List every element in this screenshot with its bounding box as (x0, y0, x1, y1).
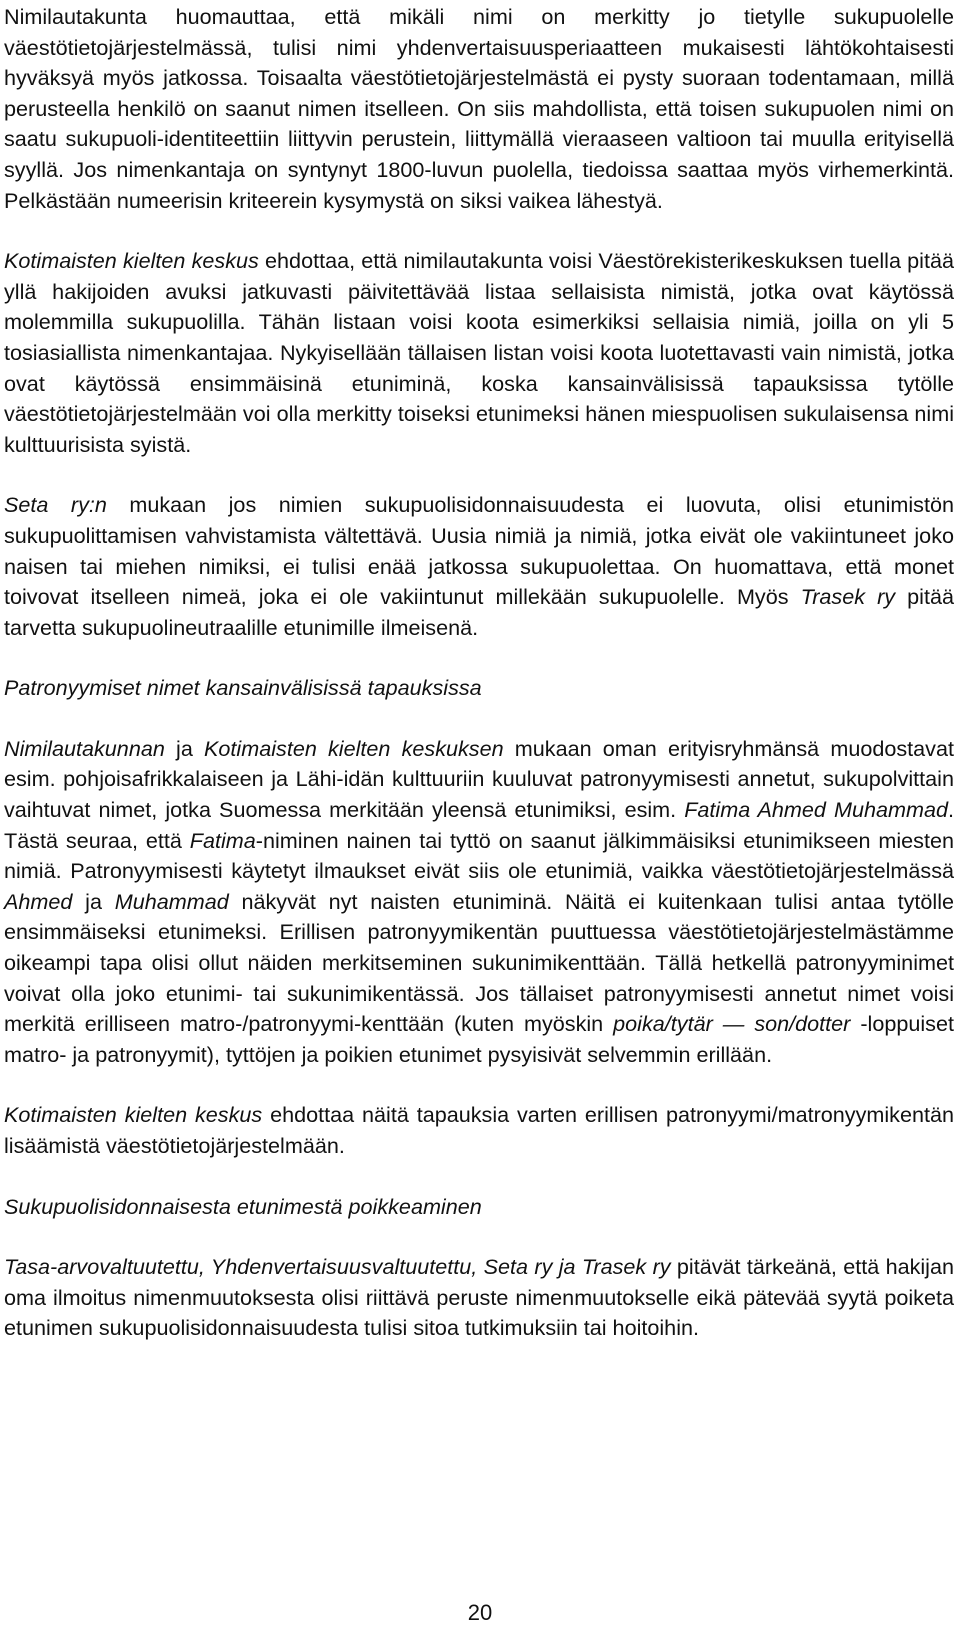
section-heading-gender-deviation: Sukupuolisidonnaisesta etunimestä poikkeaminen (4, 1193, 482, 1219)
italic-example-name: Fatima (189, 827, 256, 853)
italic-organization-name: Nimilautakunnan (4, 735, 165, 761)
italic-organization-name: Kotimaisten kielten keskus (4, 248, 259, 274)
paragraph-text: ja (72, 888, 115, 914)
paragraph-gap (4, 1222, 954, 1252)
paragraph-gap (4, 1070, 954, 1100)
paragraph-kotus-list-proposal (4, 246, 954, 460)
paragraph-text: mukaan oman erityisryhmänsä muodostavat esim. pohjoisafrikkalaiseen ja Lähi-idän kulttuuriin kuuluvat patronyymisesti annetut, sukupolvittain vaihtuvat nimet, jotka Suomessa merkitään yleensä etunimiksi, esim. (4, 735, 954, 823)
italic-example-name: Fatima Ahmed Muhammad (684, 797, 948, 823)
paragraph-gap (4, 704, 954, 734)
paragraph-text: pitää tarvetta sukupuolineutraalille etunimille ilmeisenä. (4, 584, 955, 640)
paragraph-kotus-patronymic-field (4, 1100, 954, 1161)
paragraph-gap (4, 643, 954, 673)
paragraph-gap (4, 460, 954, 490)
paragraph-text: ja (164, 735, 205, 761)
paragraph-ombudsman-opinion (4, 1252, 954, 1344)
paragraph-name-gender-registry (4, 2, 954, 216)
paragraph-seta-opinion (4, 490, 954, 643)
paragraph-text: -niminen nainen tai tyttö on saanut jälkimmäisiksi etunimikseen miesten nimiä. Patronyymisesti käytetyt ilmaukset eivät siis ole etunimiä, vaikka väestötietojärjestelmässä (4, 827, 954, 884)
paragraph-patronymic-names (4, 734, 954, 1071)
italic-example-suffix: poika/tytär — son/dotter (613, 1011, 851, 1037)
italic-example-name: Muhammad (114, 888, 229, 914)
paragraph-text: pitävät tärkeänä, että hakijan oma ilmoitus nimenmuutoksesta olisi riittävä peruste nimenmuutokselle eikä pätevää syytä poiketa etunimen sukupuolisidonnaisuudesta tulisi sitoa tutkimuksiin tai hoitoihin. (4, 1254, 954, 1341)
paragraph-text: -loppuiset matro- ja patronyymit), tyttöjen ja poikien etunimet pysyisivät selvemmin erillään. (4, 1011, 954, 1067)
section-heading-patronymic: Patronyymiset nimet kansainvälisissä tapauksissa (4, 675, 482, 701)
italic-example-name: Ahmed (4, 888, 73, 914)
paragraph-text: Nimilautakunta huomauttaa, että mikäli nimi on merkitty jo tietylle sukupuolelle väestötietojärjestelmässä, tulisi nimi yhdenvertaisuusperiaatteen mukaisesti lähtökohtaisesti hyväksyä myös jatkossa. Toisaalta väestötietojärjestelmästä ei pysty suoraan todentamaan, millä perusteella henkilö on saanut nimen itselleen. On siis mahdollista, että toisen sukupuolen nimi on saatu sukupuoli-identiteettiin liittyvin perustein, liittymällä vieraaseen valtioon tai muulla erityisellä syyllä. Jos nimenkantaja on syntynyt 1800-luvun puolella, tiedoissa saattaa myös virhemerkintä. Pelkästään numeerisin kriteerein kysymystä on siksi vaikea lähestyä. (4, 4, 954, 213)
paragraph-text: näkyvät nyt naisten etuniminä. Näitä ei kuitenkaan tulisi antaa tytölle ensimmäiseksi etunimeksi. Erillisen patronyymikentän puuttuessa väestötietojärjestelmästämme oikeampi tapa olisi ollut näiden merkitseminen sukunimikenttään. Tällä hetkellä patronyyminimet voivat olla joko etunimi- tai sukunimikentässä. Jos tällaiset patronyymisesti annetut nimet voisi merkitä erilliseen matro-/patronyymi-kenttään (kuten myöskin (4, 888, 954, 1037)
paragraph-text: . Tästä seuraa, että (4, 797, 954, 853)
italic-organization-name: Trasek ry (800, 584, 896, 610)
paragraph-gap (4, 216, 954, 246)
italic-organization-name: Kotimaisten kielten keskuksen (204, 735, 504, 761)
document-body (4, 2, 954, 1344)
italic-organization-names: Tasa-arvovaltuutettu, Yhdenvertaisuusvaltuutettu, Seta ry ja Trasek ry (4, 1254, 671, 1280)
paragraph-text: mukaan jos nimien sukupuolisidonnaisuudesta ei luovuta, olisi etunimistön sukupuolittamisen vahvistamista vältettävä. Uusia nimiä ja nimiä, jotka eivät ole vakiintuneet joko naisen tai miehen nimiksi, ei tulisi enää jatkossa sukupuolettaa. On huomattava, että monet toivovat itselleen nimeä, joka ei ole vakiintunut millekään sukupuolelle. Myös (4, 492, 954, 610)
italic-organization-name: Seta ry:n (4, 492, 107, 518)
paragraph-gap (4, 1162, 954, 1192)
paragraph-text: ehdottaa näitä tapauksia varten erillisen patronyymi/matronyymikentän lisäämistä väestötietojärjestelmään. (4, 1102, 955, 1158)
italic-organization-name: Kotimaisten kielten keskus (4, 1102, 263, 1128)
paragraph-text: ehdottaa, että nimilautakunta voisi Väestörekisterikeskuksen tuella pitää yllä hakijoiden avuksi jatkuvasti päivitettävää listaa sellaisista nimistä, jotka ovat käytössä molemmilla sukupuolilla. Tähän listaan voisi koota esimerkiksi sellaisia nimiä, joilla on yli 5 tosiasiallista nimenkantajaa. Nykyisellään tällaisen listan voisi koota luotettavasti vain nimistä, jotka ovat käytössä ensimmäisinä etuniminä, koska kansainvälisissä tapauksissa tytölle väestötietojärjestelmään voi olla merkitty toiseksi etunimeksi hänen miespuolisen sukulaisensa nimi kulttuurisista syistä. (4, 248, 954, 457)
page-number: 20 (467, 1600, 493, 1625)
